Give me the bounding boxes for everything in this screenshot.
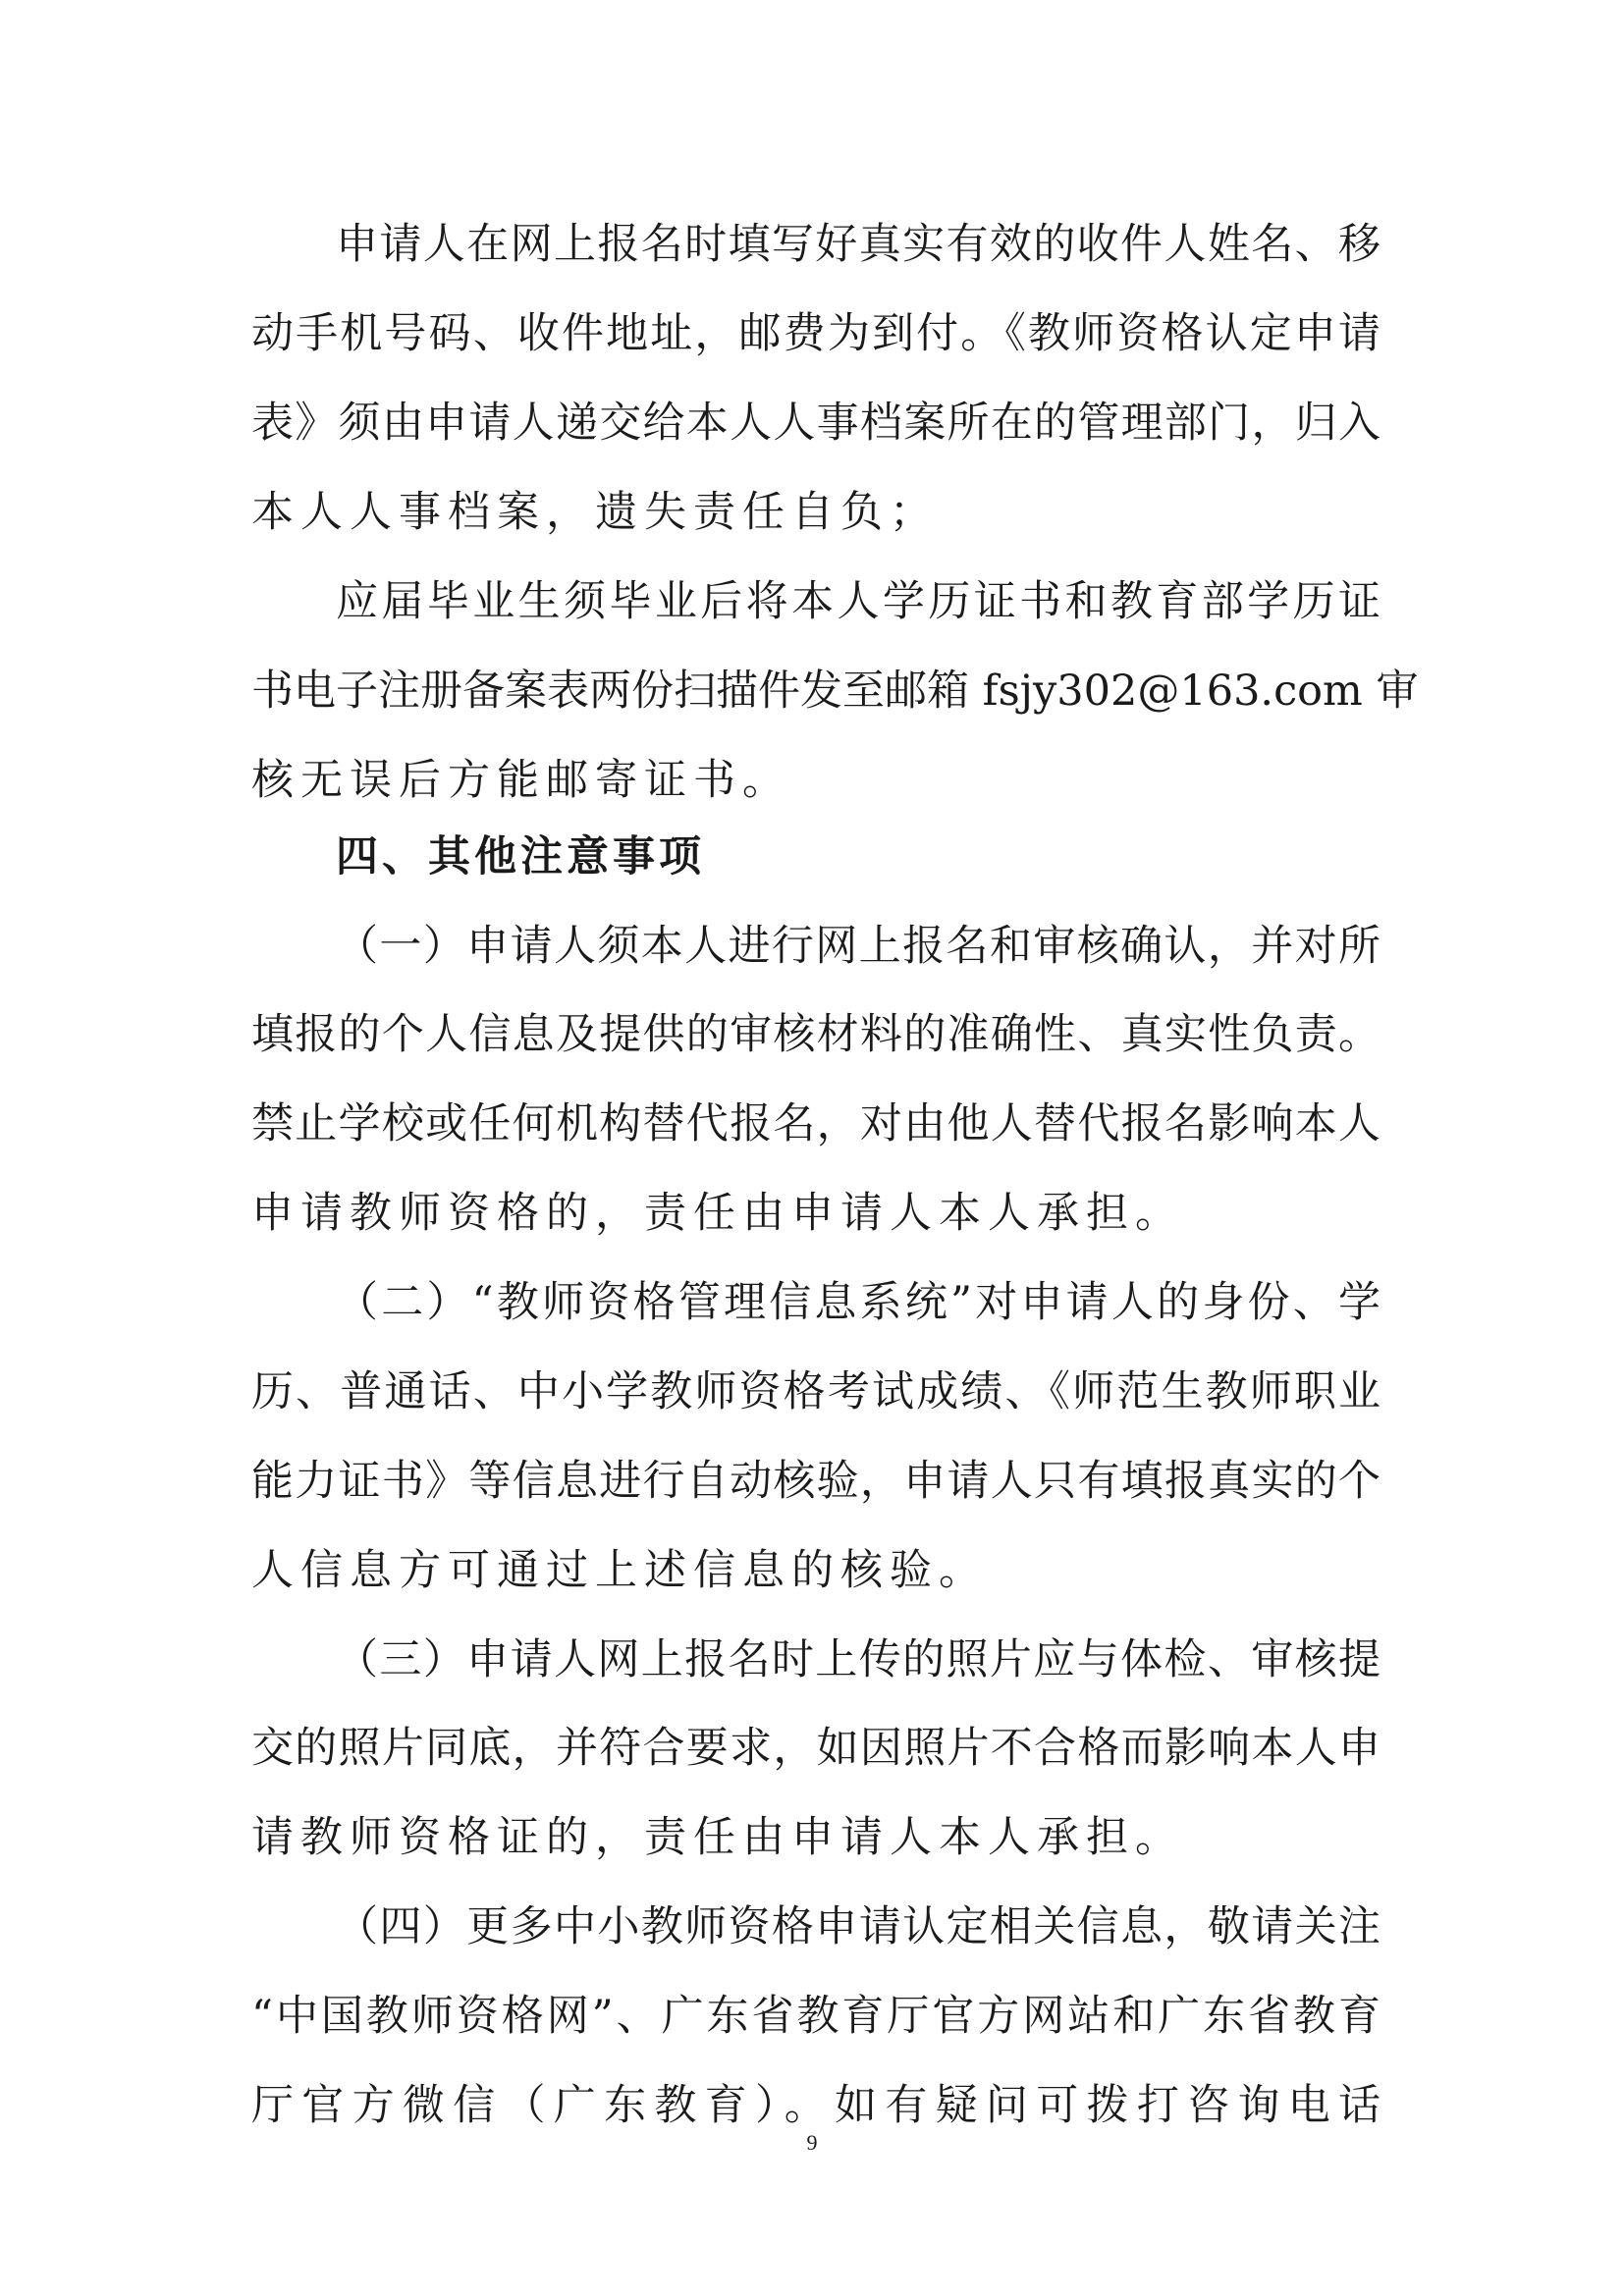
list-item-line: 能力证书》等信息进行自动核验，申请人只有填报真实的个 [251,1457,1380,1506]
list-item-line: 厅官方微信（广东教育）。如有疑问可拨打咨询电话 [251,2081,1380,2130]
paragraph-line: 核无误后方能邮寄证书。 [251,756,791,805]
list-item-line: 人信息方可通过上述信息的核验。 [251,1546,988,1595]
list-item-line: 交的照片同底，并符合要求，如因照片不合格而影响本人申 [251,1724,1380,1773]
list-item-line: （三）申请人网上报名时上传的照片应与体检、审核提 [336,1635,1380,1684]
list-item-line: 申请教师资格的，责任由申请人本人承担。 [251,1189,1184,1238]
list-item-line: “中国教师资格网”、广东省教育厅官方网站和广东省教育 [251,1992,1380,2041]
paragraph-line: 动手机号码、收件地址，邮费为到付。《教师资格认定申请 [251,309,1380,358]
paragraph-line: 书电子注册备案表两份扫描件发至邮箱 fsjy302@163.com 审 [251,667,1419,716]
paragraph-line: 申请人在网上报名时填写好真实有效的收件人姓名、移 [336,220,1380,269]
list-item-line: （一）申请人须本人进行网上报名和审核确认，并对所 [336,922,1380,971]
list-item-line: 禁止学校或任何机构替代报名，对由他人替代报名影响本人 [251,1099,1380,1148]
paragraph-line: 表》须由申请人递交给本人人事档案所在的管理部门，归入 [251,399,1380,448]
list-item-line: 历、普通话、中小学教师资格考试成绩、《师范生教师职业 [251,1367,1380,1416]
page-number: 9 [806,2130,818,2155]
list-item-line: （四）更多中小教师资格申请认定相关信息，敬请关注 [336,1902,1380,1951]
paragraph-line: 本人人事档案，遗失责任自负； [251,488,939,537]
list-item-line: 请教师资格证的，责任由申请人本人承担。 [251,1813,1184,1862]
section-heading: 四、其他注意事项 [336,832,705,881]
paragraph-line: 应届毕业生须毕业后将本人学历证书和教育部学历证 [336,577,1380,626]
list-item-line: 填报的个人信息及提供的审核材料的准确性、真实性负责。 [251,1010,1380,1059]
list-item-line: （二）“教师资格管理信息系统”对申请人的身份、学 [336,1278,1380,1327]
